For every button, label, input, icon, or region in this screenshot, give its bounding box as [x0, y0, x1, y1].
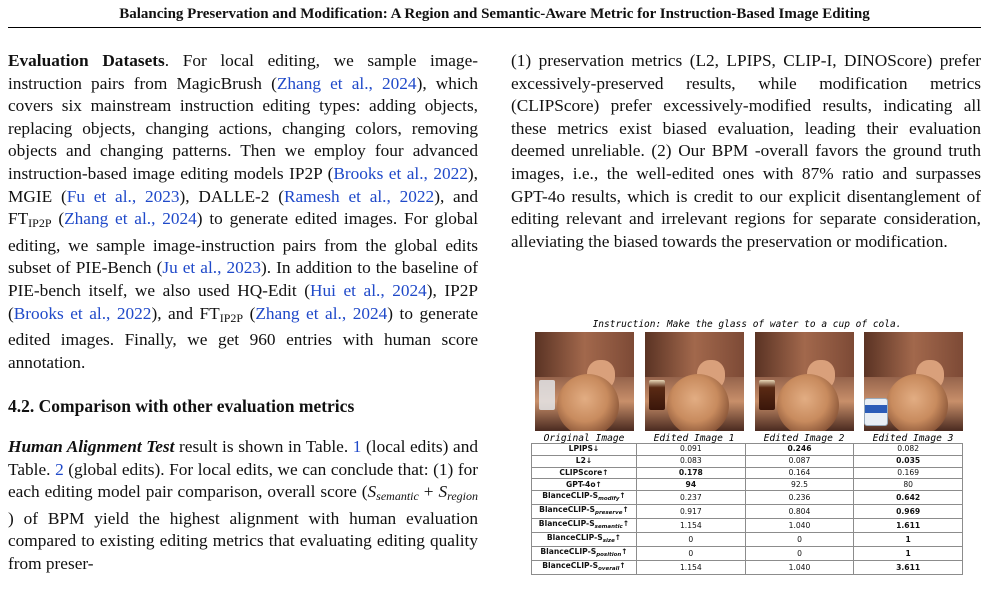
text-run: (: [243, 303, 256, 323]
citation-author: Zhang et al.: [255, 303, 342, 323]
citation-year: 2024: [352, 303, 388, 323]
metric-value: 0.087: [745, 455, 854, 467]
metric-arrow: ↑: [614, 533, 622, 543]
citation-link[interactable]: [310, 281, 427, 300]
text-run: ), and FT: [151, 303, 220, 323]
metric-arrow: ↑: [621, 547, 628, 557]
metric-subscript: size: [602, 538, 615, 545]
citation-author: Brooks et al.: [13, 303, 107, 323]
text-run: ), and FT: [8, 186, 479, 229]
metric-subscript: preserve: [595, 510, 623, 517]
metric-subscript: semantic: [594, 524, 623, 531]
text-run: result is shown in Table.: [174, 436, 353, 456]
original-image: [535, 332, 634, 431]
citation-author: Brooks et al.: [333, 163, 424, 183]
citation-year: 2024: [382, 73, 417, 93]
subscript: IP2P: [219, 310, 244, 325]
evaluation-datasets-paragraph: [8, 50, 478, 374]
citation-author: Ramesh et al.: [283, 186, 387, 206]
metric-value: 0.804: [745, 505, 854, 519]
image-caption: Edited Image 2: [763, 433, 845, 444]
section-heading: 4.2. Comparison with other evaluation metrics: [8, 396, 355, 417]
table-ref-link[interactable]: 2: [55, 459, 64, 479]
text-run: ,: [368, 73, 382, 93]
table-row: [532, 533, 963, 547]
metric-label: [532, 444, 637, 456]
metric-arrow: ↑: [619, 491, 626, 501]
metric-arrow: ↑: [622, 505, 629, 515]
text-run: (global edits). For local edits, we can conclude that: (1) for each editing model pair comparison, overall score (: [8, 459, 478, 502]
edited-image-2: [755, 332, 854, 431]
citation-link[interactable]: [255, 304, 387, 323]
math-subscript: semantic: [376, 489, 419, 504]
metric-value: 0.969: [854, 505, 963, 519]
image-caption: Edited Image 1: [653, 433, 735, 444]
citation-link[interactable]: [64, 209, 197, 228]
metric-label: [532, 491, 637, 505]
text-run: ,: [131, 186, 145, 206]
metric-value: 0: [745, 547, 854, 561]
metric-label: [532, 533, 637, 547]
citation-year: 2022: [433, 163, 468, 183]
metric-value: 1.154: [637, 519, 746, 533]
table-row: [532, 547, 963, 561]
text-run: ) of BPM yield the highest alignment with human evaluation compared to existing editing metrics that evaluating editing quality from preser-: [8, 508, 478, 573]
metric-subscript: overall: [598, 566, 620, 573]
citation-author: Zhang et al.: [64, 209, 152, 229]
figure-instruction: Instruction: Make the glass of water to a cup of cola.: [592, 319, 902, 330]
metric-label: [532, 505, 637, 519]
metric-label: [532, 455, 637, 467]
citation-year: 2023: [226, 258, 262, 278]
text-run: ), DALLE-2 (: [179, 186, 284, 206]
metric-value: 3.611: [854, 561, 963, 575]
findings-paragraph: (1) preservation metrics (L2, LPIPS, CLIP-I, DINOScore) prefer excessively-preserved results, while modification metrics (CLIPScore) prefer excessively-modified results, indicating all these metrics exist biased evaluation, leading their evaluation deemed unreliable. (2) Our BPM -overall favors the ground truth images, i.e., the well-edited ones with 87% ratio and surpasses GPT-4o results, which is credit to our explicit disentanglement of editing relevant and irrelevant regions for separate consideration, alleviating the biased towards the preservation or modification.: [511, 51, 981, 251]
right-column: [511, 50, 981, 253]
text-run: ,: [217, 258, 227, 278]
table-row: [532, 505, 963, 519]
left-column: [8, 50, 478, 575]
metric-value: 1.040: [745, 519, 854, 533]
edited-image-1: [645, 332, 744, 431]
metric-subscript: modify: [598, 496, 620, 503]
citation-link[interactable]: [162, 258, 261, 277]
metric-value: 0.178: [637, 467, 746, 479]
citation-author: Zhang et al.: [276, 73, 369, 93]
metric-arrow: ↑: [619, 561, 626, 571]
metric-value: 0: [745, 533, 854, 547]
metric-label: [532, 467, 637, 479]
metric-name: BlanceCLIP-S: [540, 547, 597, 557]
human-alignment-paragraph: [8, 436, 478, 576]
citation-link[interactable]: [67, 187, 180, 206]
citation-author: Hui et al.: [310, 280, 381, 300]
text-run: ,: [341, 303, 353, 323]
math-symbol: S: [367, 482, 377, 502]
table-row: [532, 491, 963, 505]
metric-value: 1.611: [854, 519, 963, 533]
text-run: ). In addition to the baseline of PIE-bench itself, we also used HQ-Edit (: [8, 258, 478, 300]
metric-label: [532, 519, 637, 533]
text-run: ,: [106, 303, 117, 323]
metric-value: 0.164: [745, 467, 854, 479]
table-row: [532, 455, 963, 467]
metric-value: 0: [637, 533, 746, 547]
metric-value: 1: [854, 547, 963, 561]
metric-value: 0.236: [745, 491, 854, 505]
text-run: ), which covers six mainstream instruction editing types: adding objects, replacing objects, changing actions, changing colors, removing objects and changing patterns. Then we employ four advanced instruction-based image editing models IP2P (: [8, 73, 479, 183]
metric-value: 1.154: [637, 561, 746, 575]
table-row: [532, 444, 963, 456]
metric-subscript: position: [596, 552, 622, 559]
metric-label: [532, 479, 637, 491]
table-ref-link[interactable]: 1: [352, 436, 362, 456]
edited-image-3: [864, 332, 963, 431]
citation-year: 2024: [162, 209, 197, 229]
metric-value: 0.917: [637, 505, 746, 519]
paragraph-lead: Evaluation Datasets: [8, 51, 165, 70]
metric-label: [532, 547, 637, 561]
metric-value: 0.082: [854, 444, 963, 456]
citation-author: Fu et al.: [66, 186, 132, 206]
citation-link[interactable]: [277, 74, 417, 93]
metric-name: L2↓: [575, 456, 593, 466]
metric-name: BlanceCLIP-S: [546, 533, 603, 543]
citation-link[interactable]: [14, 304, 152, 323]
metric-name: LPIPS↓: [568, 444, 600, 454]
metric-value: 92.5: [745, 479, 854, 491]
metric-label: [532, 561, 637, 575]
text-run: ) to generate edited images. For global editing, we sample image-instruction pairs from the global edits subset of PIE-Bench (: [8, 209, 478, 278]
metric-name: BlanceCLIP-S: [538, 519, 595, 529]
text-run: ), IP2P (: [8, 280, 479, 323]
metric-value: 94: [637, 479, 746, 491]
table-row: [532, 479, 963, 491]
text-run: ,: [386, 186, 400, 206]
metric-value: 0.035: [854, 455, 963, 467]
metric-name: BlanceCLIP-S: [539, 505, 596, 515]
math-symbol: S: [438, 482, 448, 502]
metric-name: GPT-4o↑: [566, 479, 602, 489]
metric-value: 1.040: [745, 561, 854, 575]
metric-value: 1: [854, 533, 963, 547]
subscript: IP2P: [28, 216, 52, 231]
math-subscript: region: [447, 489, 479, 504]
metric-value: 0.246: [745, 444, 854, 456]
metric-value: 0.237: [637, 491, 746, 505]
metric-name: BlanceCLIP-S: [542, 561, 599, 571]
citation-link[interactable]: [284, 187, 434, 206]
citation-author: Ju et al.: [162, 258, 218, 278]
text-run: ) to generate edited images. Finally, we get 960 entries with human score annotation.: [8, 303, 479, 372]
text-run: ,: [423, 163, 434, 183]
citation-link[interactable]: [333, 164, 468, 183]
metric-value: 80: [854, 479, 963, 491]
metric-value: 0.083: [637, 455, 746, 467]
paragraph-lead: Human Alignment Test: [8, 436, 175, 456]
text-run: (: [51, 209, 65, 229]
metric-arrow: ↑: [622, 519, 630, 529]
citation-year: 2022: [116, 303, 152, 323]
citation-year: 2023: [144, 186, 180, 206]
table-row: [532, 467, 963, 479]
running-title: Balancing Preservation and Modification: A Region and Semantic-Aware Metric for Instruction-Based Image Editing: [119, 6, 870, 22]
table-row: [532, 561, 963, 575]
figure-example: [531, 319, 963, 585]
metric-name: CLIPScore↑: [559, 467, 609, 477]
metric-value: 0.642: [854, 491, 963, 505]
citation-year: 2024: [392, 280, 427, 300]
metric-value: 0: [637, 547, 746, 561]
metric-name: BlanceCLIP-S: [542, 491, 599, 501]
text-run: +: [418, 482, 439, 502]
text-run: ), MGIE (: [8, 163, 478, 206]
metrics-table: [531, 443, 963, 575]
citation-year: 2022: [399, 186, 435, 206]
text-run: ,: [380, 280, 393, 300]
metric-value: 0.169: [854, 467, 963, 479]
table-row: [532, 519, 963, 533]
metric-value: 0.091: [637, 444, 746, 456]
image-caption: Original Image: [543, 433, 625, 444]
image-caption: Edited Image 3: [872, 433, 954, 444]
text-run: (local edits) and Table.: [8, 436, 478, 479]
title-rule: [8, 27, 981, 28]
text-run: . For local editing, we sample image-instruction pairs from MagicBrush (: [8, 51, 478, 93]
text-run: ,: [151, 209, 163, 229]
